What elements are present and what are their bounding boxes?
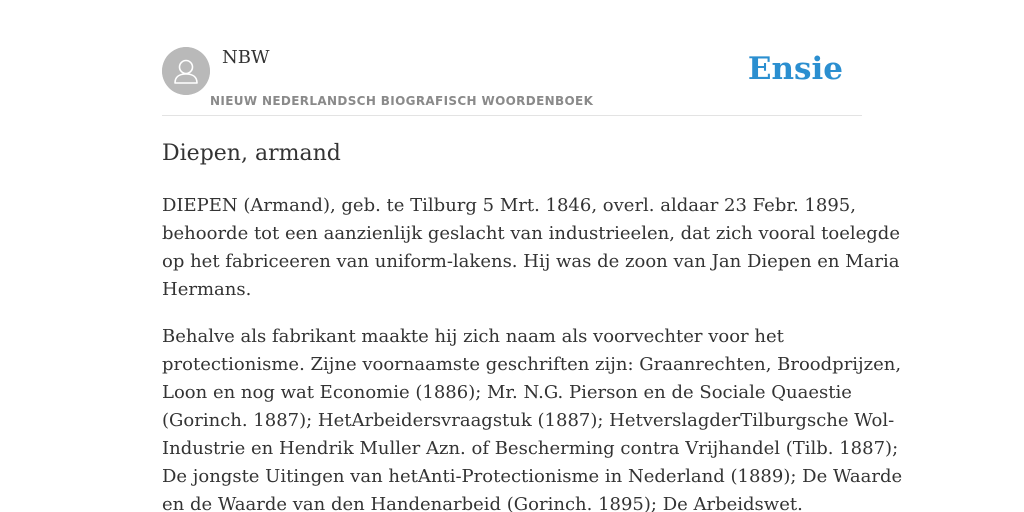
article-title: Diepen, armand (162, 141, 341, 166)
text-line: protectionisme. Zijne voornaamste geschriften zijn: Graanrechten, Broodprijzen, (162, 354, 902, 375)
text-line: en de Waarde van den Handenarbeid (Gorinch. 1895); De Arbeidswet. (162, 494, 803, 512)
text-line: behoorde tot een aanzienlijk geslacht van industrieelen, dat zich vooral toelegde (162, 223, 900, 244)
source-header (162, 0, 862, 116)
article-paragraph (162, 192, 900, 304)
article-body (162, 192, 903, 512)
person-icon (162, 47, 210, 95)
text-line: Hermans. (162, 279, 252, 300)
user-avatar-icon[interactable] (162, 47, 210, 95)
ensie-logo[interactable]: Ensie (747, 51, 843, 87)
content-container (162, 0, 903, 512)
source-full-name[interactable]: NIEUW NEDERLANDSCH BIOGRAFISCH WOORDENBOEK (210, 94, 594, 108)
text-line: Loon en nog wat Economie (1886); Mr. N.G. Pierson en de Sociale Quaestie (162, 382, 852, 403)
text-line: op het fabriceeren van uniform-lakens. Hij was de zoon van Jan Diepen en Maria (162, 251, 900, 272)
text-line: Behalve als fabrikant maakte hij zich naam als voorvechter voor het (162, 326, 784, 347)
text-line: Industrie en Hendrik Muller Azn. of Bescherming contra Vrijhandel (Tilb. 1887); (162, 438, 899, 459)
article-paragraph (162, 323, 903, 512)
text-line: De jongste Uitingen van hetAnti-Protectionisme in Nederland (1889); De Waarde (162, 466, 903, 487)
text-line: DIEPEN (Armand), geb. te Tilburg 5 Mrt. 1846, overl. aldaar 23 Febr. 1895, (162, 195, 856, 216)
source-name[interactable]: NBW (222, 47, 270, 68)
text-line: (Gorinch. 1887); HetArbeidersvraagstuk (1887); HetverslagderTilburgsche Wol- (162, 410, 895, 431)
